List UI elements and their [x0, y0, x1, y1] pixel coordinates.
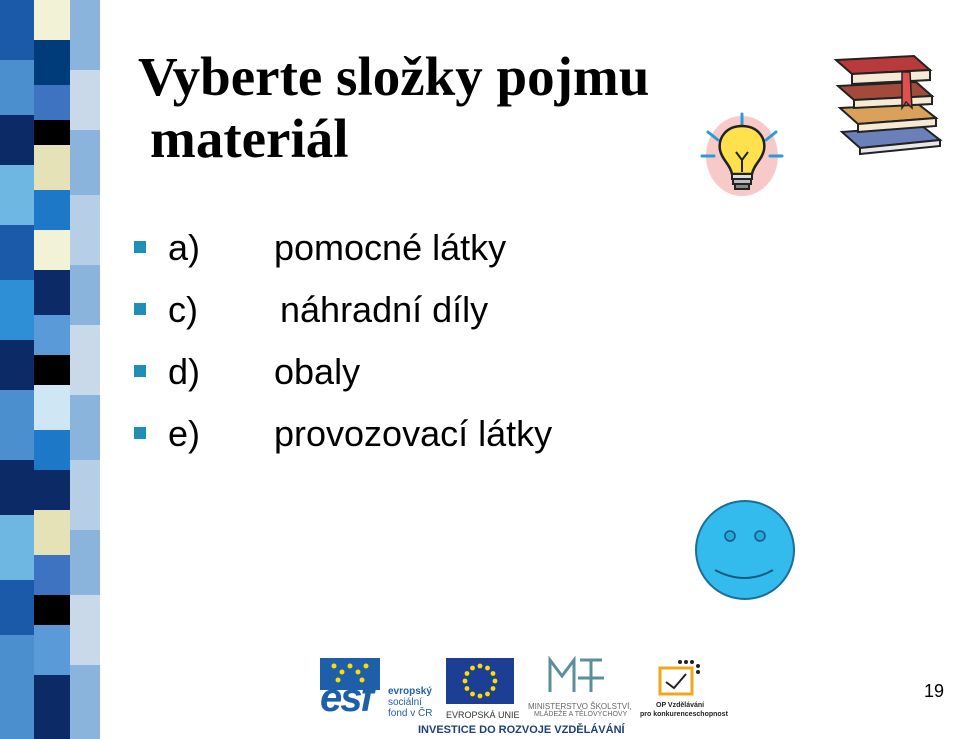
op-mark-icon	[656, 658, 702, 698]
op-caption-2: pro konkurenceschopnost	[640, 711, 728, 718]
smiley-face-icon	[693, 498, 797, 602]
page-number: 19	[924, 681, 945, 701]
bullet-text: provozovací látky	[274, 413, 553, 454]
op-logo	[640, 658, 728, 718]
square-bullet-icon	[134, 241, 146, 253]
title-line-1: Vyberte složky pojmu	[138, 46, 650, 107]
slide-title	[138, 46, 649, 170]
square-bullet-icon	[134, 365, 146, 377]
lightbulb-clipart-icon	[698, 112, 788, 198]
esf-wordmark: esf	[320, 676, 372, 720]
square-bullet-icon	[134, 303, 146, 315]
footer-slogan: INVESTICE DO ROZVOJE VZDĚLÁVÁNÍ	[418, 724, 625, 736]
eu-logo	[446, 658, 518, 718]
title-line-2: materiál	[150, 108, 349, 169]
bullet-letter: e)	[168, 413, 201, 454]
msmt-logo	[528, 656, 638, 718]
stripe-column-2	[34, 0, 70, 739]
op-caption-1: OP Vzdělávání	[656, 702, 705, 709]
msmt-mark-icon	[546, 656, 606, 696]
footer-logos	[318, 652, 728, 737]
books-clipart-icon	[832, 48, 950, 158]
bullet-letter: a)	[168, 227, 201, 268]
bullet-text: pomocné látky	[274, 227, 507, 268]
decorative-stripe-band	[0, 0, 100, 739]
bullet-letter: d)	[168, 351, 201, 392]
eu-flag-icon	[446, 658, 514, 704]
eu-caption: EVROPSKÁ UNIE	[446, 710, 520, 720]
square-bullet-icon	[134, 427, 146, 439]
bullet-text: náhradní díly	[280, 289, 489, 330]
stripe-column-3	[70, 0, 100, 739]
esf-caption-1: evropský	[388, 686, 432, 697]
bullet-letter: c)	[168, 289, 198, 330]
msmt-caption-2: MLÁDEŽE A TĚLOVÝCHOVY	[534, 711, 628, 718]
stripe-column-1	[0, 0, 34, 739]
msmt-caption-1: MINISTERSTVO ŠKOLSTVÍ,	[528, 702, 632, 711]
esf-caption-3: fond v ČR	[388, 708, 433, 719]
esf-logo	[318, 658, 438, 718]
esf-caption-2: sociální	[388, 697, 422, 708]
bullet-text: obaly	[274, 351, 361, 392]
